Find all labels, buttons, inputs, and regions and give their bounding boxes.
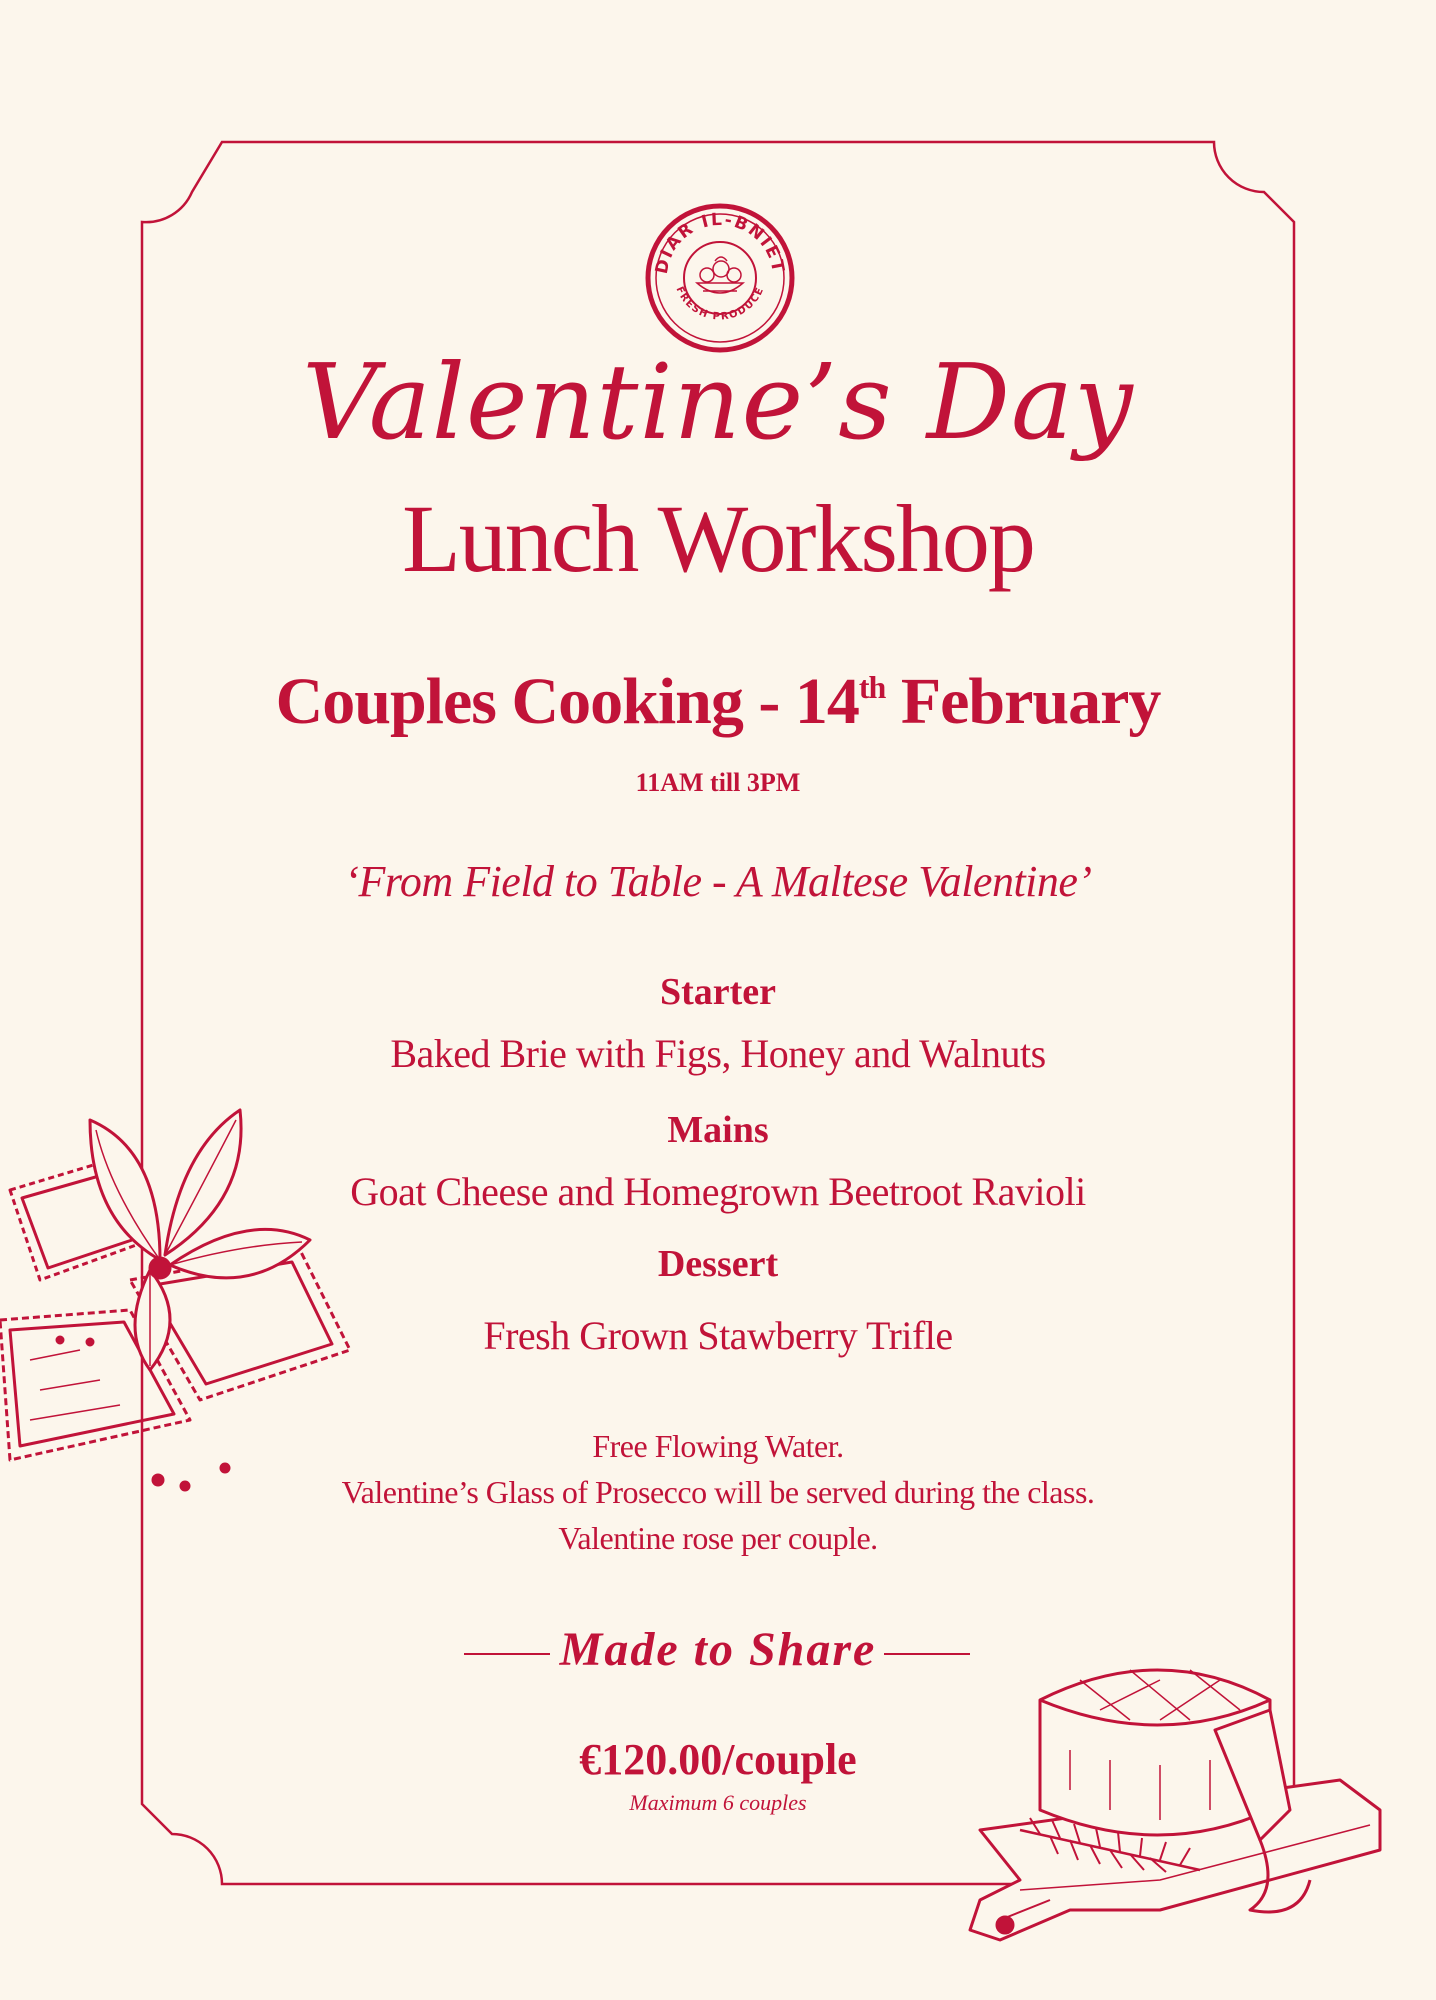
share-tagline: Made to Share bbox=[559, 1623, 877, 1676]
extra-item: Free Flowing Water. bbox=[592, 1428, 844, 1464]
event-month: February bbox=[885, 665, 1161, 738]
starter-heading: Starter bbox=[659, 971, 777, 1013]
mains-heading: Mains bbox=[667, 1109, 769, 1151]
brand-logo bbox=[645, 203, 795, 353]
farm-basket-icon bbox=[697, 257, 743, 293]
dessert-heading: Dessert bbox=[657, 1243, 779, 1285]
starter-dish: Baked Brie with Figs, Honey and Walnuts bbox=[390, 1031, 1046, 1076]
brie-board-illustration bbox=[960, 1640, 1420, 1980]
mains-dish: Goat Cheese and Homegrown Beetroot Ravioli bbox=[350, 1169, 1086, 1214]
capacity-note: Maximum 6 couples bbox=[629, 1790, 807, 1815]
script-title: Valentine’s Day bbox=[302, 341, 1134, 463]
event-theme: ‘From Field to Table - A Maltese Valentine’ bbox=[344, 857, 1092, 906]
sub-title: Lunch Workshop bbox=[402, 485, 1034, 592]
logo-top-text: DIAR IL-BNIET bbox=[651, 209, 789, 276]
ravioli-illustration bbox=[0, 1090, 430, 1510]
date-suffix: th bbox=[858, 669, 886, 705]
event-label: Couples Cooking - 14 bbox=[275, 665, 859, 738]
event-date-line bbox=[0, 666, 1436, 739]
price: €120.00/couple bbox=[579, 1735, 857, 1784]
extra-item: Valentine’s Glass of Prosecco will be served during the class. bbox=[341, 1474, 1095, 1510]
extra-item: Valentine rose per couple. bbox=[558, 1520, 878, 1556]
dessert-dish: Fresh Grown Stawberry Trifle bbox=[483, 1313, 953, 1358]
event-time: 11AM till 3PM bbox=[635, 768, 801, 797]
logo-bottom-text: FRESH PRODUCE bbox=[673, 285, 767, 323]
